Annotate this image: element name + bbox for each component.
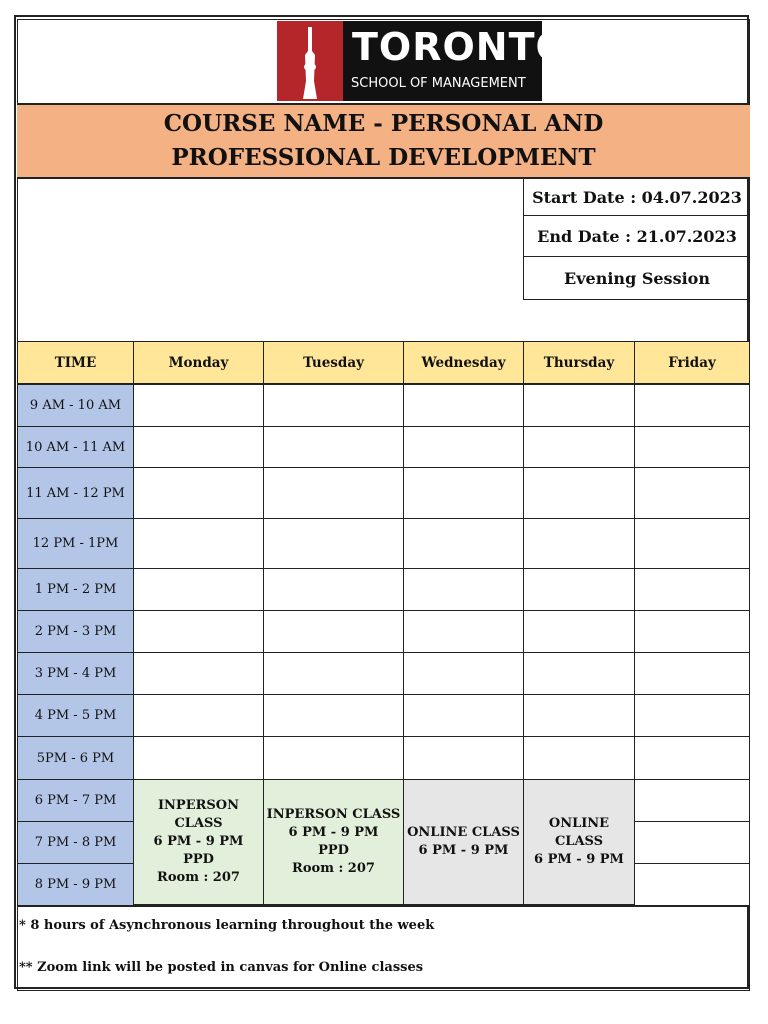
- time-slot: 2 PM - 3 PM: [17, 610, 134, 653]
- class-type: INPERSON CLASS: [266, 807, 401, 822]
- timetable-cell: [523, 694, 635, 737]
- timetable-cell: [403, 652, 524, 695]
- timetable-cell: [403, 467, 524, 519]
- time-slot: 4 PM - 5 PM: [17, 694, 134, 737]
- timetable-cell: [634, 384, 750, 427]
- timetable-cell: [133, 384, 264, 427]
- timetable-cell: [634, 863, 750, 906]
- timetable-cell: [263, 426, 404, 468]
- class-room: Room : 207: [292, 861, 375, 876]
- logo-wordmark: TORONTO: [352, 25, 569, 69]
- timetable-cell: [523, 652, 635, 695]
- time-slot: 12 PM - 1PM: [17, 518, 134, 569]
- class-type: INPERSON CLASS: [157, 798, 240, 831]
- timetable-cell: [133, 736, 264, 780]
- header-wednesday: Wednesday: [403, 341, 524, 384]
- class-block-wednesday: [403, 779, 524, 905]
- time-slot: 3 PM - 4 PM: [17, 652, 134, 695]
- time-slot: 8 PM - 9 PM: [17, 863, 134, 906]
- timetable-cell: [263, 384, 404, 427]
- timetable-cell: [263, 518, 404, 569]
- time-slot: 10 AM - 11 AM: [17, 426, 134, 468]
- timetable-cell: [133, 652, 264, 695]
- timetable-cell: [523, 518, 635, 569]
- timetable-cell: [634, 779, 750, 822]
- class-type: ONLINE CLASS: [548, 816, 610, 849]
- logo-subtitle: SCHOOL OF MANAGEMENT: [351, 76, 526, 91]
- time-slot: 7 PM - 8 PM: [17, 821, 134, 864]
- class-time: 6 PM - 9 PM: [288, 825, 379, 840]
- timetable-cell: [403, 384, 524, 427]
- class-course-code: PPD: [318, 843, 349, 858]
- timetable-cell: [263, 736, 404, 780]
- timetable-cell: [133, 568, 264, 611]
- timetable-cell: [403, 610, 524, 653]
- header-tuesday: Tuesday: [263, 341, 404, 384]
- time-slot: 11 AM - 12 PM: [17, 467, 134, 519]
- header-monday: Monday: [133, 341, 264, 384]
- class-time: 6 PM - 9 PM: [418, 843, 509, 858]
- header-friday: Friday: [634, 341, 750, 384]
- timetable-cell: [634, 467, 750, 519]
- time-slot: 9 AM - 10 AM: [17, 384, 134, 427]
- header-thursday: Thursday: [523, 341, 635, 384]
- time-slot: 5PM - 6 PM: [17, 736, 134, 780]
- start-date: Start Date : 04.07.2023: [523, 179, 750, 216]
- class-time: 6 PM - 9 PM: [153, 834, 244, 849]
- notes-divider: [17, 905, 750, 907]
- header-time: TIME: [17, 341, 134, 384]
- timetable-cell: [133, 610, 264, 653]
- timetable-cell: [263, 467, 404, 519]
- timetable-cell: [634, 426, 750, 468]
- timetable-cell: [523, 384, 635, 427]
- time-slot: 1 PM - 2 PM: [17, 568, 134, 611]
- timetable-cell: [133, 518, 264, 569]
- class-room: Room : 207: [157, 870, 240, 885]
- timetable-cell: [403, 518, 524, 569]
- timetable-cell: [263, 568, 404, 611]
- session-label: Evening Session: [523, 257, 750, 300]
- course-title: COURSE NAME - PERSONAL AND PROFESSIONAL DEVELOPMENT: [163, 110, 604, 171]
- class-type: ONLINE CLASS: [407, 825, 520, 840]
- timetable-cell: [263, 610, 404, 653]
- timetable-cell: [523, 568, 635, 611]
- timetable-cell: [403, 694, 524, 737]
- timetable-cell: [634, 518, 750, 569]
- timetable-cell: [523, 467, 635, 519]
- timetable-cell: [634, 821, 750, 864]
- class-block-tuesday: [263, 779, 404, 905]
- timetable-cell: [634, 568, 750, 611]
- timetable-cell: [403, 736, 524, 780]
- course-title-band: [17, 103, 750, 179]
- timetable-cell: [403, 426, 524, 468]
- timetable-cell: [133, 426, 264, 468]
- timetable-cell: [523, 736, 635, 780]
- timetable-cell: [634, 736, 750, 780]
- timetable-cell: [403, 568, 524, 611]
- end-date: End Date : 21.07.2023: [523, 216, 750, 257]
- timetable-cell: [133, 467, 264, 519]
- class-block-thursday: [523, 779, 635, 905]
- timetable-cell: [523, 610, 635, 653]
- cn-tower-emblem: [277, 21, 343, 101]
- cn-tower-icon: [277, 21, 343, 101]
- timetable-cell: [263, 694, 404, 737]
- school-logo: [277, 21, 569, 101]
- timetable-cell: [523, 426, 635, 468]
- timetable-cell: [634, 694, 750, 737]
- class-course-code: PPD: [183, 852, 214, 867]
- timetable-cell: [634, 610, 750, 653]
- class-block-monday: [133, 779, 264, 905]
- note-async: * 8 hours of Asynchronous learning throughout the week: [19, 918, 435, 933]
- timetable-cell: [263, 652, 404, 695]
- time-slot: 6 PM - 7 PM: [17, 779, 134, 822]
- class-time: 6 PM - 9 PM: [534, 852, 624, 867]
- timetable-cell: [634, 652, 750, 695]
- timetable-cell: [133, 694, 264, 737]
- note-zoom: ** Zoom link will be posted in canvas for Online classes: [19, 960, 424, 975]
